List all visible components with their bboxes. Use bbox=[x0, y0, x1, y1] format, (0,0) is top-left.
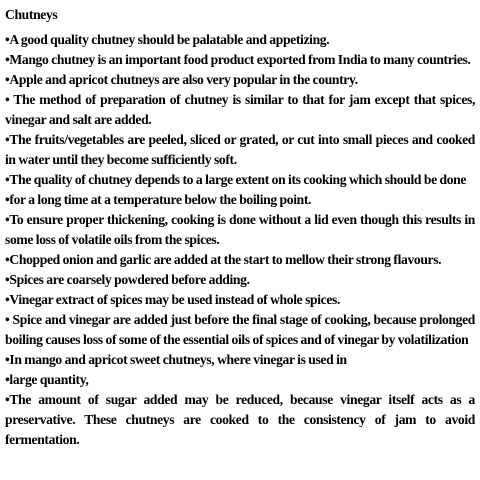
bullet-point: •for a long time at a temperature below the boiling point. bbox=[5, 192, 312, 207]
document-page bbox=[5, 5, 475, 450]
bullet-point: •In mango and apricot sweet chutneys, where vinegar is used in bbox=[5, 352, 347, 367]
document-title: Chutneys bbox=[5, 7, 58, 22]
bullet-point: •Mango chutney is an important food product exported from India to many countries. bbox=[5, 52, 471, 67]
bullet-point: •Vinegar extract of spices may be used instead of whole spices. bbox=[5, 292, 341, 307]
bullet-point: •Apple and apricot chutneys are also very popular in the country. bbox=[5, 72, 358, 87]
bullet-point: •The quality of chutney depends to a large extent on its cooking which should be done bbox=[5, 172, 467, 187]
bullet-point: •To ensure proper thickening, cooking is done without a lid even though this results in some loss of volatile oils from the spices. bbox=[5, 212, 475, 247]
bullet-point: • Spice and vinegar are added just before the final stage of cooking, because prolonged boiling causes loss of some of the essential oils of spices and of vinegar by volatilization bbox=[5, 312, 475, 347]
bullet-point: •The fruits/vegetables are peeled, sliced or grated, or cut into small pieces and cooked in water until they become sufficiently soft. bbox=[5, 132, 475, 167]
bullet-point: •Spices are coarsely powdered before adding. bbox=[5, 272, 250, 287]
bullet-point: •large quantity, bbox=[5, 372, 89, 387]
bullet-point: •A good quality chutney should be palatable and appetizing. bbox=[5, 32, 330, 47]
bullet-point: •The amount of sugar added may be reduced, because vinegar itself acts as a preservative. These chutneys are cooked to the consistency of jam to avoid fermentation. bbox=[5, 392, 475, 447]
bullet-point: • The method of preparation of chutney is similar to that for jam except that spices, vinegar and salt are added. bbox=[5, 92, 475, 127]
bullet-point: •Chopped onion and garlic are added at the start to mellow their strong flavours. bbox=[5, 252, 442, 267]
